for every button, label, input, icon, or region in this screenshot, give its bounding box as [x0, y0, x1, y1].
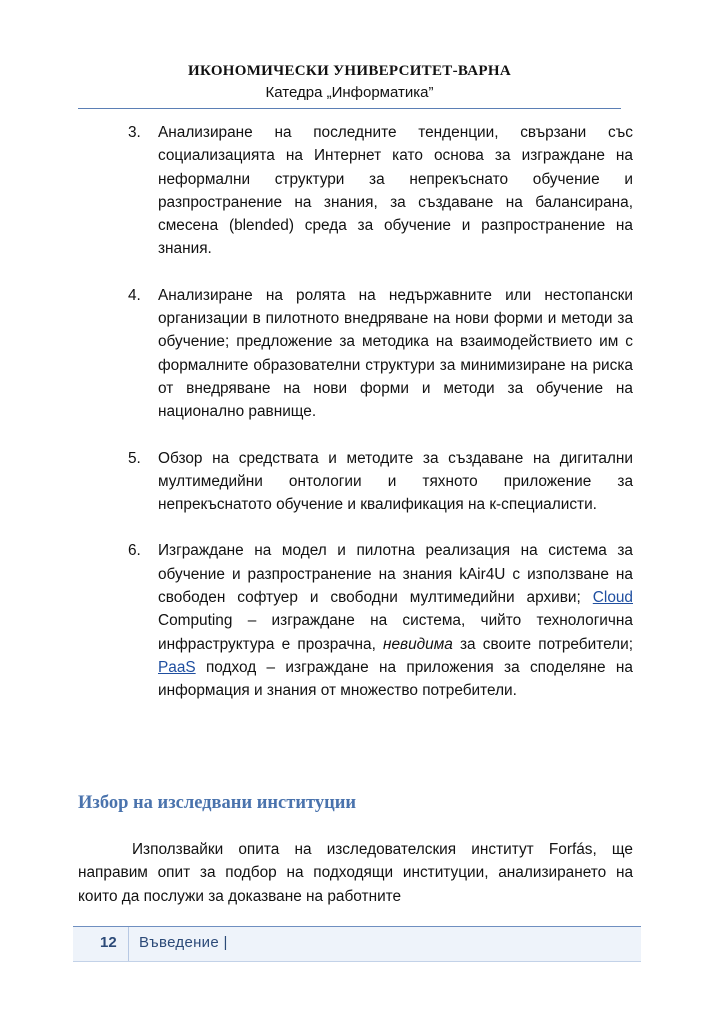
text-segment: подход – изграждане на приложения за споделяне на информация и знания от множество потребители. — [158, 658, 633, 700]
list-item-number: 6. — [128, 542, 141, 560]
body-paragraph: Използвайки опита на изследователския институт Forfás, ще направим опит за подбор на подходящи институции, анализирането на които да послужи за доказване на работните — [78, 841, 633, 905]
header-divider — [78, 108, 621, 109]
objectives-list — [128, 121, 633, 703]
list-item — [128, 121, 633, 261]
page-number: 12 — [100, 934, 117, 951]
text-segment: за своите потребители; — [452, 635, 633, 653]
list-item-number: 5. — [128, 449, 141, 467]
paas-link[interactable]: PaaS — [158, 658, 196, 676]
cloud-link[interactable]: Cloud — [592, 589, 633, 607]
list-item — [128, 447, 633, 517]
text-segment: Изграждане на модел и пилотна реализация на система за обучение и разпространение на знания kAir4U с използване на свободен софтуер и свободни мултимедийни архиви; — [158, 542, 633, 607]
footer-section-label: Въведение | — [139, 934, 228, 951]
list-item-text — [158, 539, 633, 702]
page-header — [78, 62, 621, 103]
text-segment: Computing – изграждане на система, чийто технологична инфраструктура е прозрачна, — [158, 612, 633, 653]
list-item-text: Анализиране на ролята на недържавните или нестопански организации в пилотното внедряване на нови форми и методи за обучение; предложение за методика на взаимодействието им с формалните образователни структури за минимизиране на риска от внедряване на нови форми и методи за обучение на национално равнище. — [158, 286, 633, 421]
university-title: ИКОНОМИЧЕСКИ УНИВЕРСИТЕТ-ВАРНА — [188, 63, 511, 79]
page-footer — [73, 926, 641, 962]
list-item — [128, 539, 633, 702]
department-subtitle: Катедра „Информатика” — [265, 84, 434, 101]
list-item — [128, 284, 633, 424]
list-item-text: Анализиране на последните тенденции, свързани със социализацията на Интернет като основа за изграждане на неформални структури за непрекъснато обучение и разпространение на знания, за създаване на балансирана, смесена (blended) среда за обучение и разпространение на знания. — [158, 124, 633, 258]
section-heading: Избор на изследвани институции — [78, 793, 357, 813]
emphasis-text: невидима — [383, 635, 453, 653]
list-item-number: 4. — [128, 286, 141, 304]
list-item-text: Обзор на средствата и методите за създаване на дигитални мултимедийни онтологии и тяхното приложение за непрекъснатото обучение и квалификация на к-специалисти. — [158, 449, 633, 514]
footer-divider — [128, 927, 129, 961]
list-item-number: 3. — [128, 124, 141, 141]
